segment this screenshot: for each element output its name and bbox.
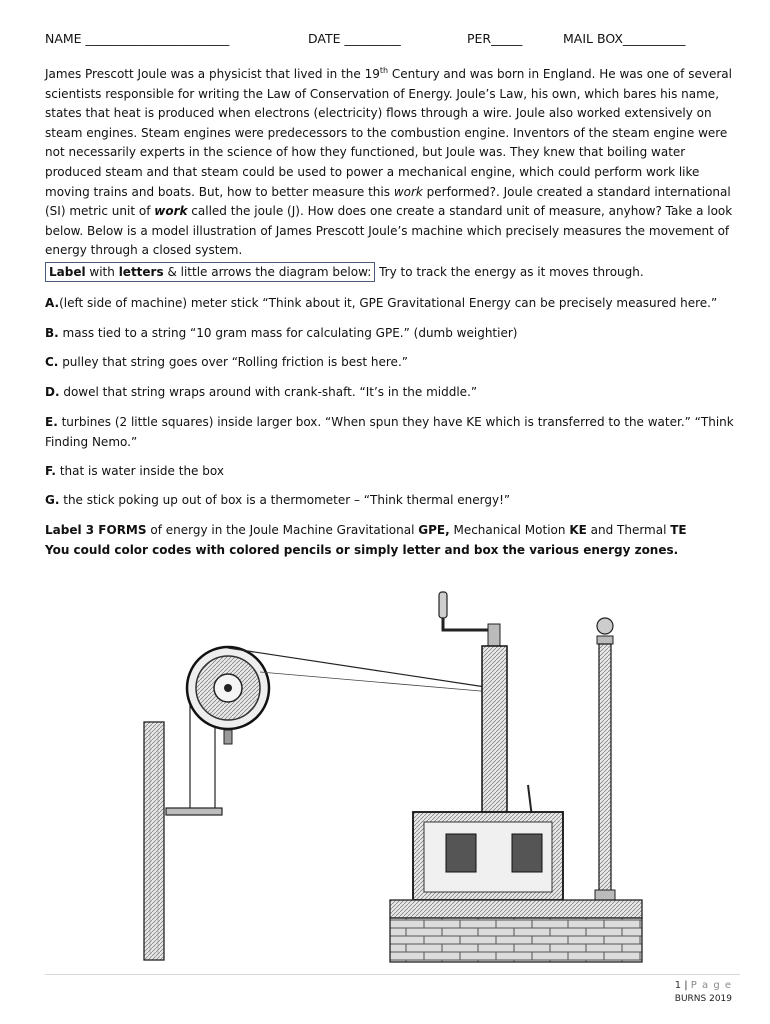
brick-base xyxy=(390,900,642,962)
meter-stick xyxy=(144,722,164,960)
item-e: E. turbines (2 little squares) inside larger box. “When spun they have KE which is transferred to the water.” “Think Finding Nemo.” xyxy=(45,415,734,449)
date-field: DATE _________ xyxy=(308,31,401,46)
item-a: A.(left side of machine) meter stick “Think about it, GPE Gravitational Energy can be precisely measured here.” xyxy=(45,296,718,310)
label-instruction: Label with letters & little arrows the diagram below: Try to track the energy as it moves through. xyxy=(45,263,745,283)
item-d: D. dowel that string wraps around with crank-shaft. “It’s in the middle.” xyxy=(45,385,478,399)
name-field: NAME _______________________ xyxy=(45,31,230,46)
footer-divider xyxy=(45,974,740,975)
pulley xyxy=(187,647,269,744)
period-field: PER_____ xyxy=(467,31,523,46)
item-b: B. mass tied to a string “10 gram mass for calculating GPE.” (dumb weightier) xyxy=(45,326,518,340)
mailbox-field: MAIL BOX__________ xyxy=(563,31,686,46)
forms-instruction: Label 3 FORMS of energy in the Joule Machine Gravitational GPE, Mechanical Motion KE and Thermal TE xyxy=(45,523,687,537)
support-post xyxy=(595,618,615,900)
item-g: G. the stick poking up out of box is a thermometer – “Think thermal energy!” xyxy=(45,493,511,507)
label-instruction-box: Label with letters & little arrows the diagram below: xyxy=(45,262,375,282)
pulley-string-lower xyxy=(260,672,492,692)
item-c: C. pulley that string goes over “Rolling friction is best here.” xyxy=(45,355,408,369)
intro-paragraph: James Prescott Joule was a physicist that lived in the 19th Century and was born in England. He was one of several scientists responsible for writing the Law of Conservation of Energy. Joule’s Law, his own, which bares his name, states that heat is produced when electrons (electricity) flows through a wire. Joule also worked extensively on steam engines. Steam engines were predecessors to the combustion engine. Inventors of the steam engine were not necessarily experts in the science of how they functioned, but Joule was. They knew that boiling water produced steam and that steam could be used to power a mechanical engine, which could perform work like moving trains and boats. But, how to better measure this work performed?. Joule created a standard international (SI) metric unit of work called the joule (J). How does one create a standard unit of measure, anyhow? Take a look below. Below is a model illustration of James Prescott Joule’s machine which precisely measures the movement of energy through a closed system. xyxy=(45,66,733,258)
author-credit: BURNS 2019 xyxy=(674,994,732,1004)
color-code-instruction: You could color codes with colored pencils or simply letter and box the various energy zones. xyxy=(45,543,679,557)
page-number: 1 | P a g e xyxy=(674,980,732,991)
item-f: F. that is water inside the box xyxy=(45,464,224,478)
